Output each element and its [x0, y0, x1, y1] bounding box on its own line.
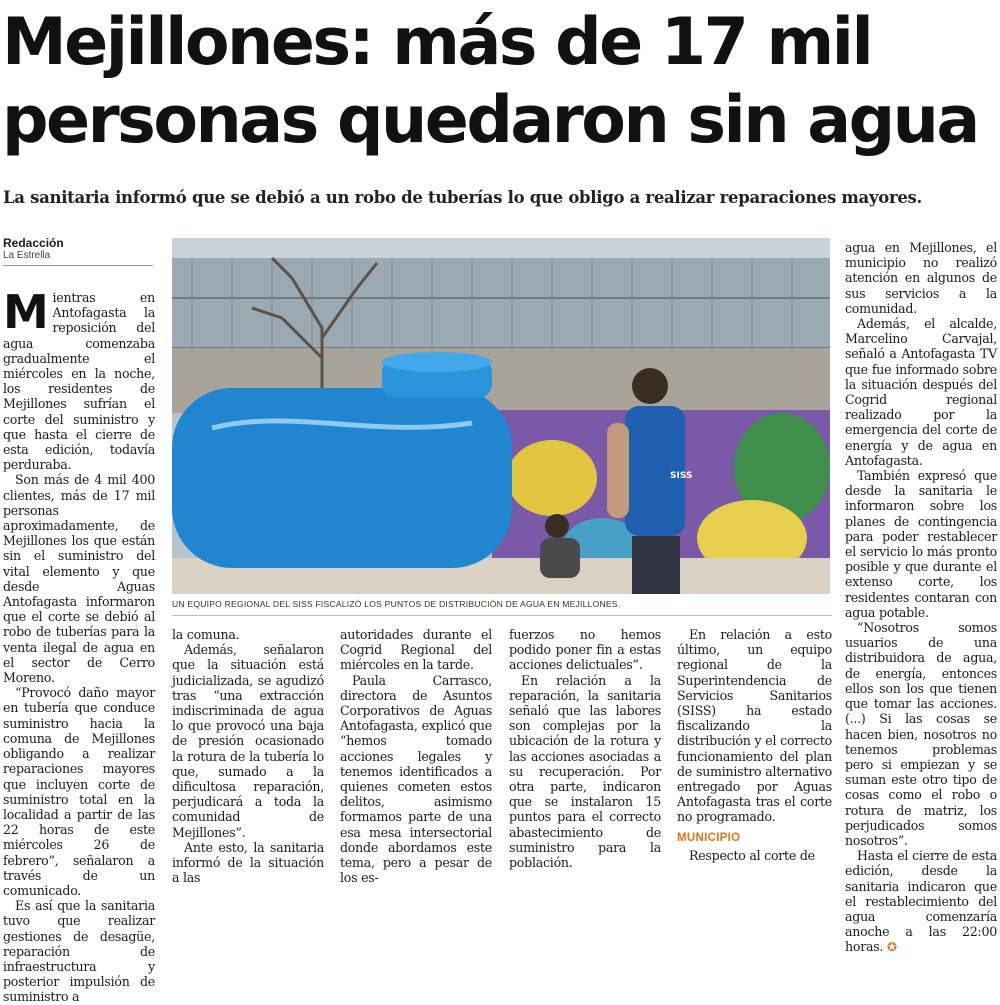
photo-caption: UN EQUIPO REGIONAL DEL SISS FISCALIZÓ LOS PUNTOS DE DISTRIBUCIÓN DE AGUA EN MEJILLONES.: [172, 599, 832, 616]
article-paragraph: “Nosotros somos usuarios de una distribuidora de agua, de energía, entonces ellos son los que tienen que tomar las acciones. (...) Si las cosas se hacen bien, nosotros no tenemos problemas pero si empiezan y se suman este otro tipo de cosas como el robo o rotura de matriz, los perjudicados somos nosotros”.: [845, 620, 997, 848]
article-paragraph: Son más de 4 mil 400 clientes, más de 17 mil personas aproximadamente, de Mejillones los que están sin el suministro del vital elemento y que desde Aguas Antofagasta informaron que el corte se debió al robo de tuberías para la venta ilegal de agua en el sector de Cerro Moreno.: [3, 472, 155, 686]
article-paragraph: “Provocó daño mayor en tubería que conduce suministro hacia la comuna de Mejillones obligando a realizar reparaciones mayores que incluyen corte de suministro total en la localidad a partir de las 22 horas de este miércoles 26 de febrero”, señalaron a través de un comunicado.: [3, 685, 155, 898]
headline-line-1: Mejillones: más de 17 mil: [2, 5, 872, 80]
byline: [3, 236, 153, 266]
article-paragraph: Ante esto, la sanitaria informó de la situación a las: [172, 839, 324, 886]
article-column-1: [3, 285, 155, 1005]
article-paragraph: fuerzos no hemos podido poner fin a estas acciones delictuales”.: [509, 627, 661, 673]
drop-cap: M: [3, 285, 49, 339]
article-paragraph: También expresó que desde la sanitaria le informaron sobre los planes de contingencia para poder restablecer el servicio lo más pronto posible y que durante el extenso corte, los residentes contaran con agua potable.: [845, 468, 997, 620]
article-paragraph: Paula Carrasco, directora de Asuntos Corporativos de Aguas Antofagasta, explicó que “hemos tomado acciones legales y tenemos identificados a quienes cometen estos delitos, asimismo formamos parte de una esa mesa intersectorial donde abordamos este tema, pero a pesar de los es-: [340, 672, 492, 886]
article-column-5: [677, 627, 832, 863]
article-photo: [172, 238, 830, 594]
section-tag: MUNICIPIO: [677, 831, 741, 844]
article-paragraph: autoridades durante el Cogrid Regional del miércoles en la tarde.: [340, 627, 492, 673]
article-column-6: [845, 240, 997, 955]
article-paragraph: Hasta el cierre de esta edición, desde la sanitaria indicaron que el restablecimiento del agua comenzaría anoche a las 22:00 horas. ✪: [845, 848, 997, 955]
headline-line-2: personas quedaron sin agua: [2, 83, 978, 158]
article-paragraph: la comuna.: [172, 627, 240, 642]
byline-author: Redacción: [3, 236, 64, 250]
article-column-2: [172, 627, 324, 886]
article-paragraph: En relación a la reparación, la sanitaria señaló que las labores son complejas por la ubicación de la rotura y las acciones asociadas a su recuperación. Por otra parte, indicaron que se instalaron 15 puntos para el correcto abastecimiento de suministro para la población.: [509, 672, 661, 871]
article-paragraph: Respecto al corte de: [689, 847, 815, 863]
article-paragraph: Además, señalaron que la situación está judicializada, se agudizó tras “una extracción indiscriminada de agua lo que provocó una baja de presión ocasionado la rotura de la tubería lo que, sumado a la dificultosa reparación, perjudicará a toda la comunidad de Mejillones”.: [172, 642, 324, 840]
article-paragraph: Además, el alcalde, Marcelino Carvajal, señaló a Antofagasta TV que fue informado sobre la situación después del Cogrid regional realizado por la emergencia del corte de energía y de agua en Antofagasta.: [845, 316, 997, 468]
byline-outlet: La Estrella: [3, 250, 51, 261]
subheadline: La sanitaria informó que se debió a un robo de tuberías lo que obligo a realizar reparaciones mayores.: [3, 188, 922, 207]
vest-label: SISS: [670, 471, 693, 481]
article-paragraph: agua en Mejillones, el municipio no realizó atención en algunos de sus servicios a la comunidad.: [845, 240, 997, 316]
article-paragraph: Mientras en Antofagasta la reposición del agua comenzaba gradualmente el miércoles en la noche, los residentes de Mejillones sufrían el corte del suministro y que hasta el cierre de esta edición, todavía perduraba.: [3, 285, 155, 473]
article-column-3: [340, 627, 492, 886]
article-paragraph: Es así que la sanitaria tuvo que realizar gestiones de desagüe, reparación de infraestructura y posterior impulsión de suministro a: [3, 898, 155, 1005]
end-mark-icon: ✪: [886, 940, 897, 955]
headline: [2, 4, 992, 160]
article-column-4: [509, 627, 661, 871]
article-paragraph: En relación a esto último, un equipo regional de la Superintendencia de Servicios Sanitarios (SISS) ha estado fiscalizando la distribución y el correcto funcionamiento del plan de suministro alternativo entregado por Aguas Antofagasta tras el corte no programado.: [677, 627, 832, 825]
photo-illustration: [172, 238, 830, 594]
